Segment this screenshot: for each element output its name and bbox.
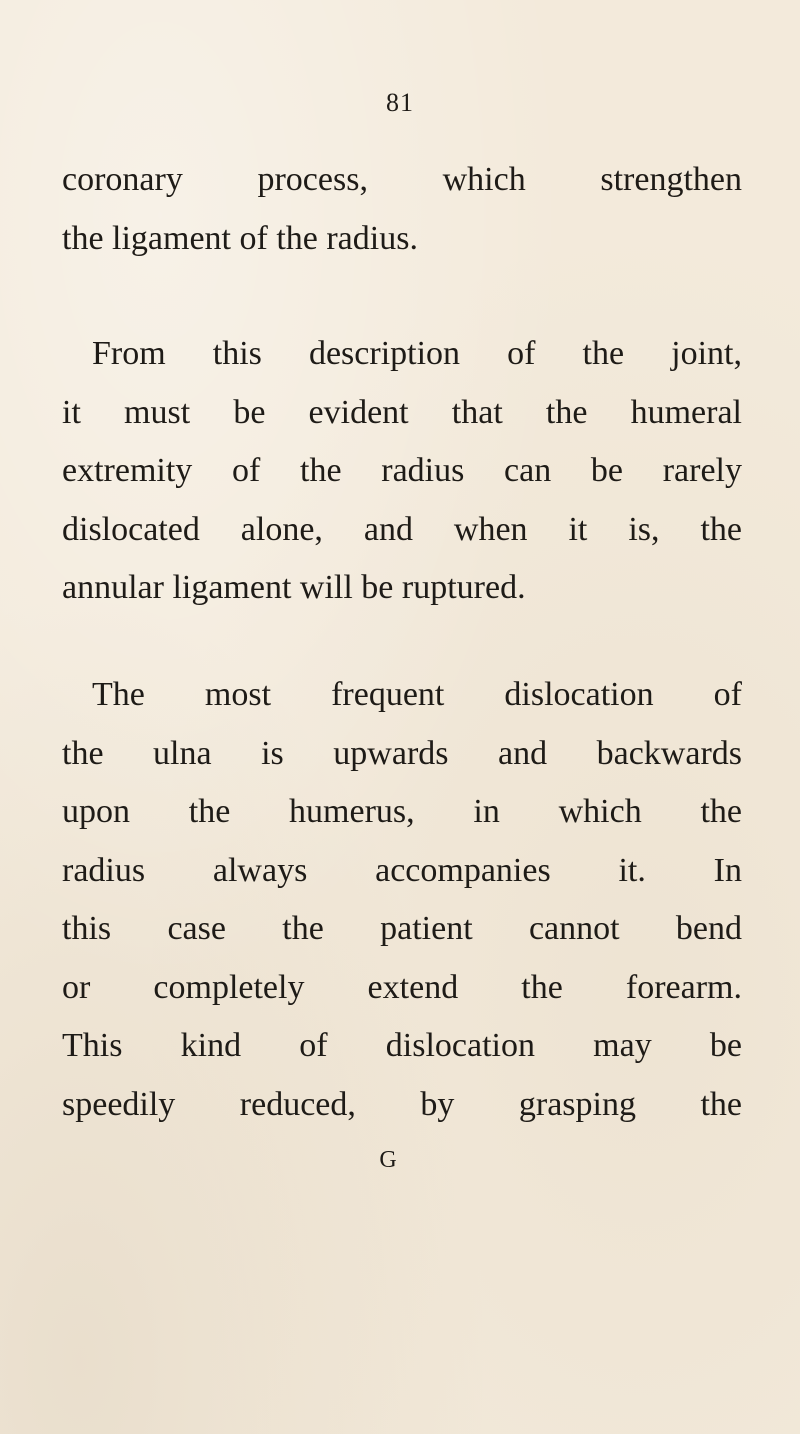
text-line: The most frequent dislocation of bbox=[92, 676, 742, 713]
text-line: dislocated alone, and when it is, the bbox=[62, 510, 742, 548]
text-line: extremity of the radius can be rarely bbox=[62, 452, 742, 489]
text-line: the ulna is upwards and backwards bbox=[62, 734, 742, 772]
paragraph-3 bbox=[62, 666, 742, 1134]
text-line: the ligament of the radius. bbox=[62, 219, 418, 257]
text-line: radius always accompanies it. In bbox=[62, 851, 742, 889]
text-line: annular ligament will be ruptured. bbox=[62, 569, 526, 606]
paragraph-1 bbox=[62, 151, 742, 268]
text-line: speedily reduced, by grasping the bbox=[62, 1085, 742, 1123]
page-number: 81 bbox=[386, 88, 414, 117]
text-line: coronary process, which strengthen bbox=[62, 161, 742, 198]
signature-mark: G bbox=[379, 1147, 397, 1173]
text-line: upon the humerus, in which the bbox=[62, 793, 742, 830]
text-line: This kind of dislocation may be bbox=[62, 1027, 742, 1064]
text-line: or completely extend the forearm. bbox=[62, 968, 742, 1006]
text-line: From this description of the joint, bbox=[92, 335, 742, 372]
text-line: it must be evident that the humeral bbox=[62, 393, 742, 431]
paragraph-2 bbox=[62, 325, 742, 618]
text-line: this case the patient cannot bend bbox=[62, 910, 742, 947]
